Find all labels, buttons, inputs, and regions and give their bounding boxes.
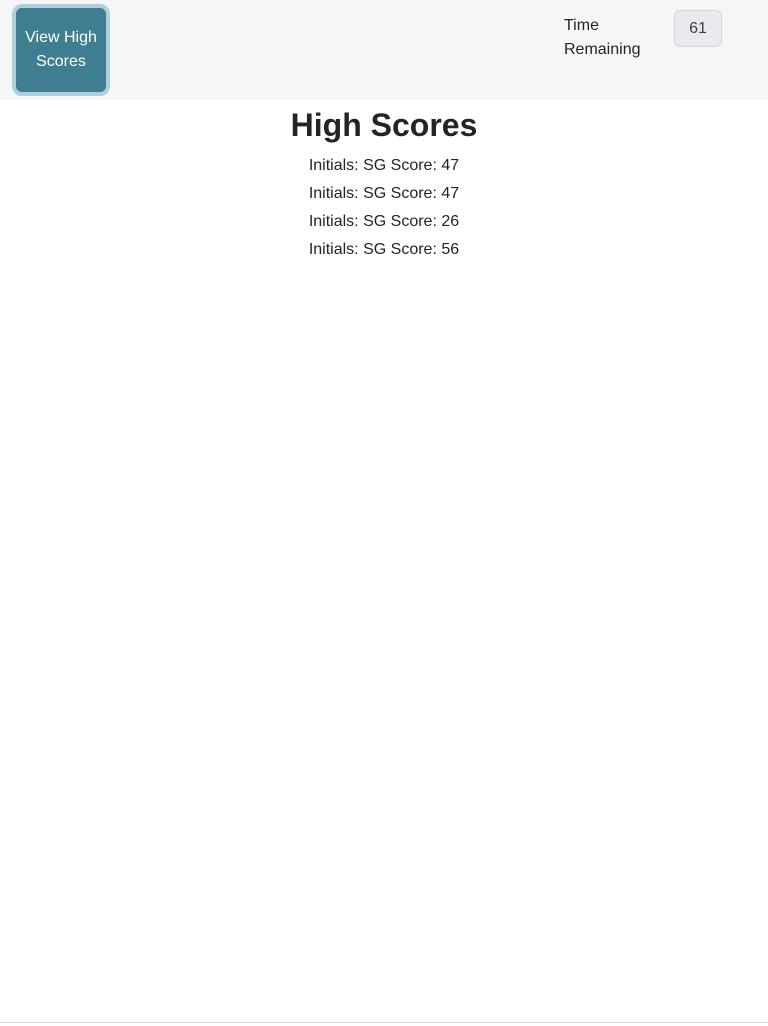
score-label: Score: — [390, 185, 437, 202]
score-row — [0, 236, 768, 264]
score-row — [0, 208, 768, 236]
initials-label: Initials: — [308, 157, 359, 174]
score-label: Score: — [390, 213, 437, 230]
score-label: Score: — [390, 157, 437, 174]
score-value: 47 — [441, 185, 460, 202]
initials-value: SG — [363, 213, 387, 230]
timer-group — [564, 4, 722, 62]
header — [0, 0, 768, 100]
score-label: Score: — [390, 241, 437, 258]
score-list — [0, 152, 768, 264]
timer-box — [674, 10, 722, 47]
score-value: 56 — [441, 241, 460, 258]
time-remaining-label: Time Remaining — [564, 17, 641, 58]
initials-label: Initials: — [308, 213, 359, 230]
score-row — [0, 180, 768, 208]
initials-value: SG — [363, 241, 387, 258]
initials-label: Initials: — [308, 241, 359, 258]
page-title: High Scores — [290, 107, 478, 143]
score-row — [0, 152, 768, 180]
view-high-scores-button[interactable]: View High Scores — [12, 4, 110, 96]
score-value: 47 — [441, 157, 460, 174]
score-value: 26 — [441, 213, 460, 230]
initials-value: SG — [363, 185, 387, 202]
initials-value: SG — [363, 157, 387, 174]
footer-divider — [0, 1022, 768, 1026]
timer-value: 61 — [689, 19, 707, 37]
high-scores-section — [0, 106, 768, 264]
initials-label: Initials: — [308, 185, 359, 202]
